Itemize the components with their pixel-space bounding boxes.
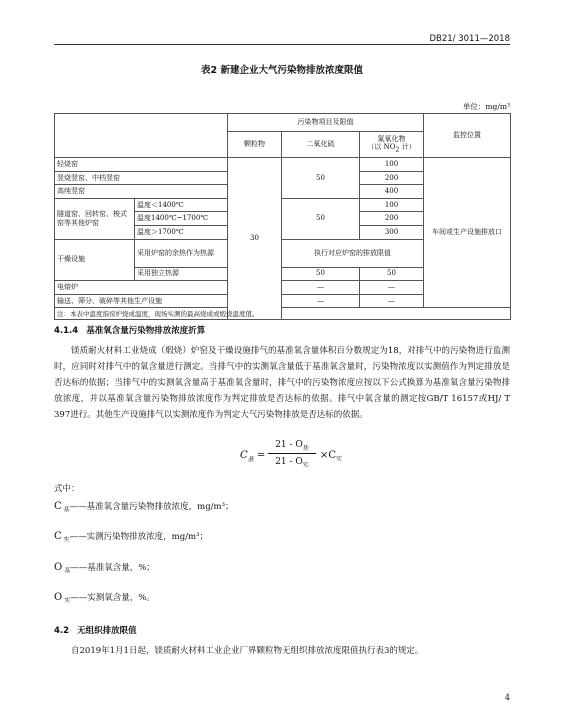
row-temp-2: 温度1400℃~1700℃: [135, 212, 228, 226]
so2-kiln-value: 50: [282, 158, 360, 199]
table-note-row: [55, 308, 511, 320]
definition-item: C $_实$——实测污染物排放浓度，mg/m³；: [54, 531, 209, 544]
row-conveying: 输送、筛分、破碎等其他生产设施: [55, 294, 228, 308]
section-4-1-4-heading: [54, 324, 205, 336]
so2-tunnel-value: 50: [282, 198, 360, 239]
formula-rhs: $\times C_实$: [320, 450, 343, 463]
table-header-row: [55, 114, 511, 132]
header-nox-sub: （以 $NO_2$ 计）: [367, 143, 416, 154]
independent-nox-value: 50: [360, 267, 424, 281]
nox-shaft-value: 200: [360, 171, 424, 185]
monitor-location: 车间或生产设施排放口: [424, 158, 511, 308]
emission-limits-table: [54, 113, 511, 320]
row-dryer: 干燥设施: [55, 239, 135, 281]
row-tunnel-kiln: 隧道窑、回转窑、梭式窑等其他炉窑: [55, 198, 135, 239]
nox-t3-value: 300: [360, 225, 424, 239]
header-nox-label: 氮氧化物: [377, 134, 406, 143]
oxygen-conversion-formula: [240, 437, 360, 477]
nox-high-value: 400: [360, 185, 424, 199]
row-high-purity-kiln: 高纯竖窑: [55, 185, 228, 199]
table-row: [55, 158, 511, 172]
row-light-kiln: 轻烧窑: [55, 158, 228, 172]
section-4-2-heading: [54, 624, 137, 636]
header-rule: [54, 44, 510, 45]
definition-item: C $_基$——基准氧含量污染物排放浓度，mg/m³；: [54, 501, 234, 514]
conveying-nox-value: —: [360, 294, 424, 308]
formula-denominator: $21 - O_实$: [275, 457, 309, 469]
formula-lhs: $C_基$ =: [240, 450, 266, 463]
row-temp-3: 温度＞1700℃: [135, 225, 228, 239]
nox-t1-value: 100: [360, 198, 424, 212]
row-waste-heat: 采用炉窑的余热作为热源: [135, 239, 228, 267]
formula-numerator: $21 - O_基$: [275, 440, 309, 452]
where-label: 式中：: [54, 484, 80, 494]
arc-nox-value: —: [360, 281, 424, 295]
section-title: 无组织排放限值: [77, 626, 137, 636]
definition-item: O $_实$——实测氧含量，%。: [54, 592, 155, 605]
header-group-cell: 污染物项目及限值: [228, 114, 424, 132]
particulate-value: 30: [228, 158, 282, 320]
arc-so2-value: —: [282, 281, 360, 295]
header-nox: [360, 132, 424, 158]
section-title: 基准氧含量污染物排放浓度折算: [86, 326, 206, 336]
section-4-2-body: 自2019年1月1日起，镁质耐火材料工业企业厂界颗粒物无组织排放浓度限值执行表3的规定。: [71, 646, 424, 656]
independent-so2-value: 50: [282, 267, 360, 281]
header-particulate: 颗粒物: [228, 132, 282, 158]
row-independent-heat: 采用独立热源: [135, 267, 228, 281]
exec-kiln-limit: 执行对应炉窑的排放限值: [282, 239, 424, 267]
conveying-so2-value: —: [282, 294, 360, 308]
definition-item: O $_基$——基准氧含量，%；: [54, 562, 155, 575]
document-code: DB21/ 3011—2018: [429, 34, 510, 44]
nox-t2-value: 200: [360, 212, 424, 226]
table-note: 注：本表中温度指窑炉烧成温度，现场实测的最高烧成或煅烧温度值。: [55, 308, 511, 320]
row-temp-1: 温度＜1400℃: [135, 198, 228, 212]
table-title: 表2 新建企业大气污染物排放浓度限值: [201, 65, 363, 76]
section-number: 4.2: [54, 626, 70, 636]
row-shaft-kiln: 竖烧竖窑、中档竖窑: [55, 171, 228, 185]
section-number: 4.1.4: [54, 326, 79, 336]
section-4-1-4-body: 镁质耐火材料工业烧成（煅烧）炉窑及干燥设施排气的基准氧含量体积百分数规定为18，对排气中的污染物进行监测时，应同时对排气中的氧含量进行测定。当排气中的实测氧含量低于基准氧含量时，污染物浓度以实测值作为判定排放是否达标的依据；当排气中的实测氧含量高于基准氧含量时，排气中的污染物浓度应按以下公式换算为基准氧含量污染物排放浓度，并以基准氧含量污染物排放浓度作为判定排放是否达标的依据。排气中氧含量的测定按GB/T 16157或HJ/ T 397进行。其他生产设施排气以实测浓度作为判定大气污染物排放是否达标的依据。: [54, 346, 510, 420]
row-arc-furnace: 电熔炉: [55, 281, 228, 295]
nox-light-value: 100: [360, 158, 424, 172]
formula-fraction: [268, 437, 316, 470]
page-number: 4: [504, 693, 510, 702]
header-monitor: 监控位置: [424, 114, 511, 158]
table-unit: 单位：mg/m³: [462, 102, 510, 111]
header-so2: 二氧化硫: [282, 132, 360, 158]
